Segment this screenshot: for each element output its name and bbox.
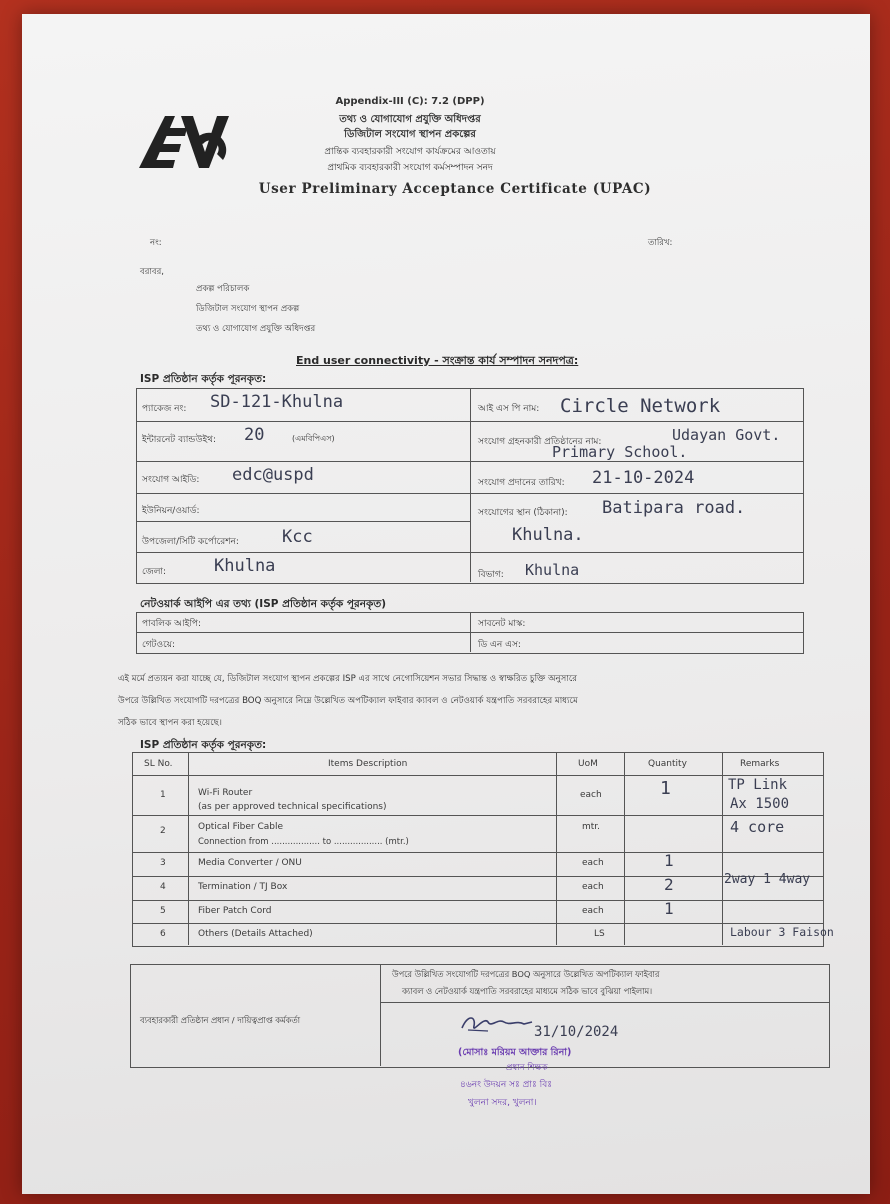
table-row-sl: 6 bbox=[160, 929, 166, 939]
section1-title: ISP প্রতিষ্ঠান কর্তৃক পূরনকৃত: bbox=[140, 373, 267, 385]
table-row-uom: each bbox=[582, 882, 604, 892]
section2-title: নেটওয়ার্ক আইপি এর তথ্য (ISP প্রতিষ্ঠান কর্তৃক পূরনকৃত) bbox=[140, 598, 387, 610]
district-label: জেলা: bbox=[142, 567, 167, 577]
table-row-uom: each bbox=[582, 906, 604, 916]
table-row-qty: 1 bbox=[664, 851, 674, 870]
para-line-3: সঠিক ভাবে স্থাপন করা হয়েছে। bbox=[118, 718, 222, 728]
table-row-desc: Optical Fiber Cable bbox=[198, 822, 284, 832]
upazila-value: Kcc bbox=[282, 527, 313, 547]
stamp-name: (মোসাঃ মরিয়ম আক্তার রিনা) bbox=[458, 1047, 572, 1058]
para-line-1: এই মর্মে প্রত্যয়ন করা যাচ্ছে যে, ডিজিটাল সংযোগ স্থাপন প্রকল্পের ISP এর সাথে নেগোসিয়েশন সভার সিদ্ধান্ত ও স্বাক্ষরিত চুক্তি অনুসারে bbox=[118, 674, 578, 684]
address-label: সংযোগের স্থান (ঠিকানা): bbox=[478, 508, 568, 518]
table-row-desc: Fiber Patch Cord bbox=[198, 906, 272, 916]
table-row-sl: 4 bbox=[160, 882, 166, 892]
signature-date: 31/10/2024 bbox=[534, 1024, 619, 1040]
appendix-label: Appendix-III (C): 7.2 (DPP) bbox=[335, 96, 485, 107]
table-row-desc-2: Connection from .................. to .................. (mtr.) bbox=[198, 837, 409, 847]
connection-date-label: সংযোগ প্রদানের তারিখ: bbox=[478, 478, 565, 488]
table-row-uom: mtr. bbox=[582, 822, 601, 832]
table-row-desc-2: (as per approved technical specifications) bbox=[198, 802, 387, 812]
table-row-remarks: TP Link bbox=[728, 777, 788, 793]
signature-icon bbox=[458, 1010, 538, 1038]
address-value-2: Khulna. bbox=[512, 525, 584, 545]
package-no-value: SD-121-Khulna bbox=[210, 392, 344, 412]
header-line-2: ডিজিটাল সংযোগ স্থাপন প্রকল্পের bbox=[344, 129, 476, 140]
user-head-label: ব্যবহারকারী প্রতিষ্ঠান প্রধান / দায়িত্বপ্রাপ্ত কর্মকর্তা bbox=[140, 1015, 301, 1025]
col-remarks: Remarks bbox=[740, 759, 780, 769]
connection-id-label: সংযোগ আইডি: bbox=[142, 475, 200, 485]
address-to: বরাবর, bbox=[140, 267, 164, 277]
bandwidth-value: 20 bbox=[244, 425, 265, 445]
items-table bbox=[132, 752, 824, 947]
union-ward-label: ইউনিয়ন/ওয়ার্ড: bbox=[142, 506, 200, 516]
isp-name-value: Circle Network bbox=[560, 395, 721, 417]
acceptance-text-1: উপরে উল্লিখিত সংযোগটি দরপত্রের BOQ অনুসারে উল্লেখিত অপটিক্যাল ফাইবার bbox=[392, 969, 660, 979]
table-row-remarks-2: Ax 1500 bbox=[730, 796, 790, 812]
header-line-3: প্রান্তিক ব্যবহারকারী সংযোগ কার্যক্রমের আওতায় bbox=[324, 147, 496, 157]
acceptance-text-2: ক্যাবল ও নেটওয়ার্ক যন্ত্রপাতি সরবরাহের মাধ্যমে সঠিক ভাবে বুঝিয়া পাইলাম। bbox=[402, 986, 653, 996]
division-value: Khulna bbox=[525, 561, 580, 579]
table-row-uom: each bbox=[582, 858, 604, 868]
division-label: বিভাগ: bbox=[478, 570, 504, 580]
subnet-mask-label: সাবনেট মাস্ক: bbox=[478, 619, 526, 629]
col-sl: SL No. bbox=[144, 759, 173, 769]
table-row-desc: Wi-Fi Router bbox=[198, 788, 253, 798]
bandwidth-label: ইন্টারনেট ব্যান্ডউইথ: bbox=[142, 435, 217, 445]
package-no-label: প্যাকেজ নং: bbox=[142, 404, 187, 414]
bandwidth-unit: (এমবিপিএস) bbox=[292, 434, 335, 443]
stamp-school: ৪৬নং উদয়ন সঃ প্রাঃ বিঃ bbox=[460, 1080, 553, 1090]
table-row-uom: each bbox=[580, 790, 602, 800]
document-title: User Preliminary Acceptance Certificate (UPAC) bbox=[258, 181, 652, 197]
table-row-sl: 1 bbox=[160, 790, 166, 800]
stamp-place: খুলনা সদর, খুলনা। bbox=[468, 1098, 537, 1108]
address-value: Batipara road. bbox=[602, 498, 746, 518]
dns-label: ডি এন এস: bbox=[478, 640, 521, 650]
gateway-label: গেটওয়ে: bbox=[142, 640, 176, 650]
para-line-2: উপরে উল্লিখিত সংযোগটি দরপত্রের BOQ অনুসারে নিম্নে উল্লেখিত অপটিক্যাল ফাইবার ক্যাবল ও নেটওয়ার্ক যন্ত্রপাতি সরবরাহের মাধ্যমে bbox=[118, 696, 578, 706]
table-row-uom: LS bbox=[594, 929, 605, 939]
signature bbox=[458, 1010, 538, 1038]
table-row-remarks: 4 core bbox=[730, 818, 785, 836]
stamp-title: প্রধান শিক্ষক bbox=[506, 1063, 548, 1073]
table-row-qty: 1 bbox=[660, 778, 671, 799]
col-description: Items Description bbox=[328, 759, 408, 769]
table-row-qty: 2 bbox=[664, 875, 674, 894]
address-line-3: তথ্য ও যোগাযোগ প্রযুক্তি অধিদপ্তর bbox=[196, 324, 316, 334]
col-quantity: Quantity bbox=[648, 759, 687, 769]
district-value: Khulna bbox=[214, 556, 276, 576]
connection-date-value: 21-10-2024 bbox=[592, 468, 695, 488]
certification-paragraph bbox=[118, 668, 808, 734]
subject-line: End user connectivity - সংক্রান্ত কার্য সম্পাদন সনদপত্র: bbox=[296, 354, 579, 367]
table-row-sl: 5 bbox=[160, 906, 166, 916]
date-label: তারিখ: bbox=[648, 238, 673, 248]
public-ip-label: পাবলিক আইপি: bbox=[142, 619, 202, 629]
table-row-sl: 2 bbox=[160, 826, 166, 836]
table-row-qty: 1 bbox=[664, 899, 674, 918]
no-label: নং: bbox=[150, 238, 162, 248]
table-row-desc: Media Converter / ONU bbox=[198, 858, 302, 868]
table-row-remarks: Labour 3 Faison bbox=[730, 925, 834, 939]
receiver-name-value: Udayan Govt. bbox=[672, 426, 781, 444]
receiver-name-value-2: Primary School. bbox=[552, 443, 688, 461]
isp-name-label: আই এস পি নাম: bbox=[478, 404, 540, 414]
section3-title: ISP প্রতিষ্ঠান কর্তৃক পূরনকৃত: bbox=[140, 739, 267, 751]
connection-id-value: edc@uspd bbox=[232, 465, 314, 485]
table-row-desc: Termination / TJ Box bbox=[198, 882, 288, 892]
table-row-desc: Others (Details Attached) bbox=[198, 929, 313, 939]
upazila-label: উপজেলা/সিটি কর্পোরেশন: bbox=[142, 537, 239, 547]
table-row-sl: 3 bbox=[160, 858, 166, 868]
receiver-name-label: সংযোগ গ্রহনকারী প্রতিষ্ঠানের নাম: bbox=[478, 437, 602, 447]
table-row-remarks: 2way 1 4way bbox=[724, 872, 811, 887]
header-line-1: তথ্য ও যোগাযোগ প্রযুক্তি অধিদপ্তর bbox=[339, 114, 481, 125]
header-line-4: প্রাথমিক ব্যবহারকারী সংযোগ কর্মসম্পাদন সনদ bbox=[327, 163, 493, 173]
address-line-1: প্রকল্প পরিচালক bbox=[196, 284, 250, 294]
address-line-2: ডিজিটাল সংযোগ স্থাপন প্রকল্প bbox=[196, 304, 300, 314]
col-uom: UoM bbox=[578, 759, 598, 769]
